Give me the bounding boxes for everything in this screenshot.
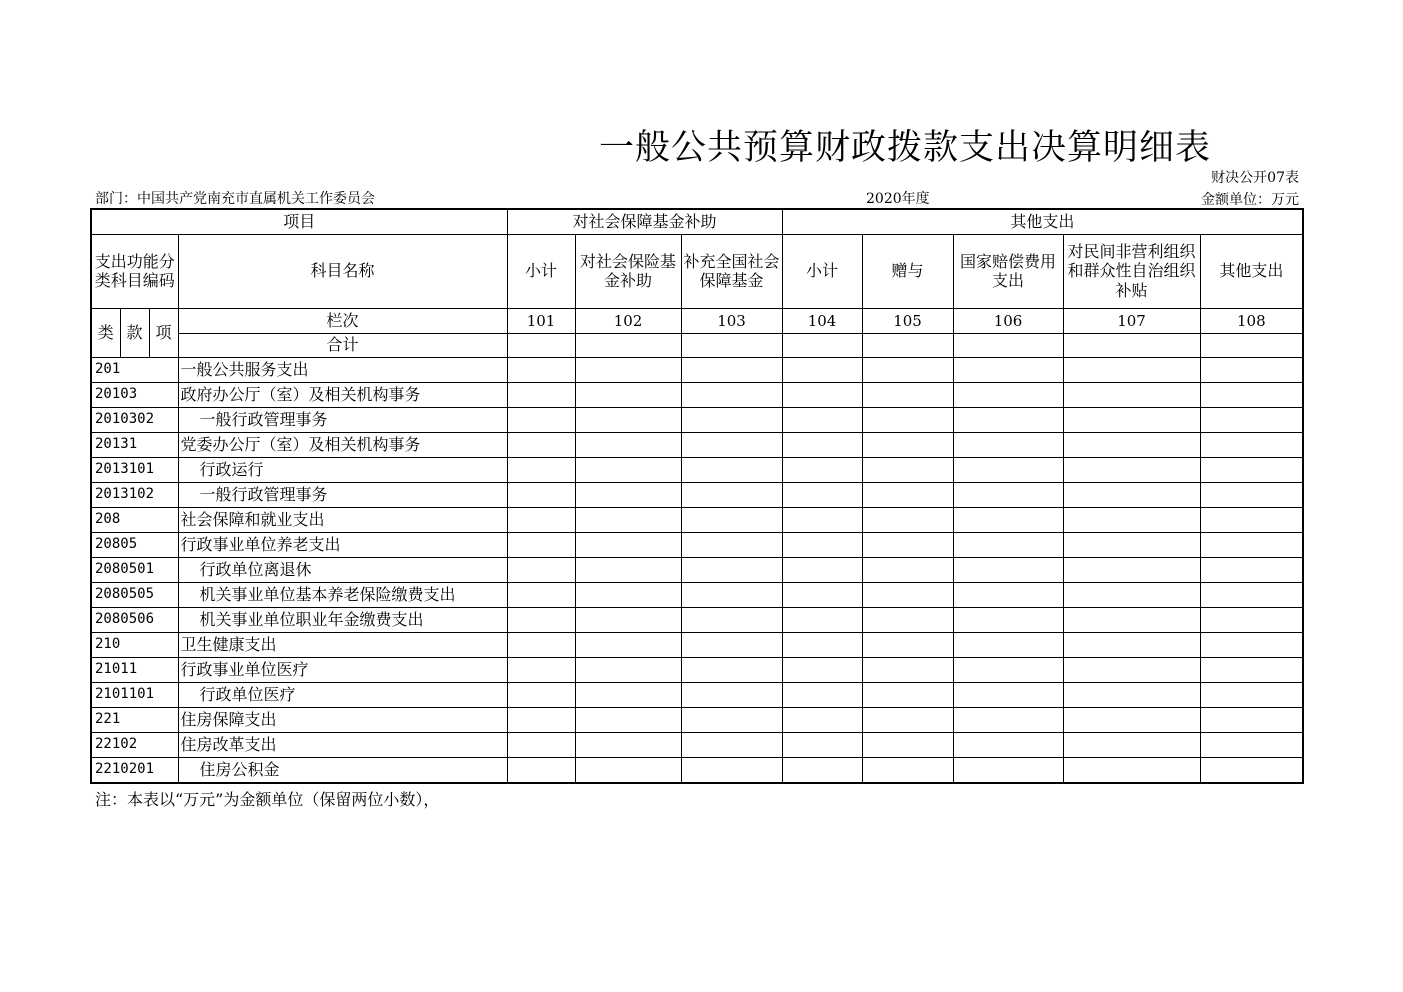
- amount-cell: [1200, 757, 1303, 783]
- subject-name: 行政运行: [178, 457, 507, 482]
- amount-cell: [1200, 707, 1303, 732]
- amount-cell: [575, 457, 681, 482]
- amount-cell: [507, 482, 575, 507]
- amount-cell: [782, 432, 862, 457]
- amount-cell: [862, 382, 953, 407]
- subject-code: 201: [91, 357, 178, 382]
- amount-cell: [862, 457, 953, 482]
- subject-code: 21011: [91, 657, 178, 682]
- table-row: [91, 732, 1303, 757]
- amount-cell: [1063, 432, 1200, 457]
- amount-cell: [681, 432, 782, 457]
- subject-name: 行政单位离退休: [178, 557, 507, 582]
- subject-code: 20131: [91, 432, 178, 457]
- amount-cell: [507, 557, 575, 582]
- amount-cell: [507, 507, 575, 532]
- header-subtotal-other: 小计: [782, 234, 862, 308]
- amount-cell: [782, 757, 862, 783]
- column-number: 102: [575, 308, 681, 333]
- amount-cell: [953, 432, 1063, 457]
- amount-cell: [1063, 757, 1200, 783]
- column-number: 104: [782, 308, 862, 333]
- amount-cell: [1200, 657, 1303, 682]
- header-donation: 赠与: [862, 234, 953, 308]
- amount-cell: [1063, 482, 1200, 507]
- amount-cell: [953, 507, 1063, 532]
- amount-cell: [953, 732, 1063, 757]
- amount-cell: [681, 457, 782, 482]
- amount-cell: [782, 607, 862, 632]
- form-number: 财决公开07表: [1211, 170, 1299, 186]
- amount-cell: [681, 632, 782, 657]
- header-subject-name: 科目名称: [178, 234, 507, 308]
- header-other-spending: 其他支出: [1200, 234, 1303, 308]
- header-nonprofit-subsidy: 对民间非营利组织和群众性自治组织补贴: [1063, 234, 1200, 308]
- subject-code: 2010302: [91, 407, 178, 432]
- amount-cell: [575, 382, 681, 407]
- amount-cell: [1200, 682, 1303, 707]
- amount-cell: [862, 732, 953, 757]
- amount-cell: [1200, 557, 1303, 582]
- amount-cell: [1063, 507, 1200, 532]
- amount-cell: [862, 582, 953, 607]
- amount-cell: [575, 507, 681, 532]
- amount-cell: [681, 382, 782, 407]
- amount-cell: [782, 532, 862, 557]
- amount-cell: [1063, 682, 1200, 707]
- amount-cell: [1063, 557, 1200, 582]
- amount-cell: [953, 632, 1063, 657]
- amount-cell: [1063, 607, 1200, 632]
- amount-cell: [575, 482, 681, 507]
- subject-name: 住房保障支出: [178, 707, 507, 732]
- amount-cell: [1200, 607, 1303, 632]
- amount-cell: [1063, 732, 1200, 757]
- amount-cell: [575, 357, 681, 382]
- amount-cell: [1063, 707, 1200, 732]
- amount-cell: [575, 532, 681, 557]
- subject-name: 行政事业单位养老支出: [178, 532, 507, 557]
- header-function-code: 支出功能分类科目编码: [91, 234, 178, 308]
- amount-cell: [953, 557, 1063, 582]
- amount-cell: [782, 457, 862, 482]
- amount-cell: [575, 682, 681, 707]
- amount-cell: [507, 457, 575, 482]
- total-row-label: 合计: [178, 333, 507, 357]
- subject-name: 一般公共服务支出: [178, 357, 507, 382]
- subject-code: 20805: [91, 532, 178, 557]
- amount-cell: [1063, 657, 1200, 682]
- amount-cell: [575, 432, 681, 457]
- table-row: [91, 407, 1303, 432]
- amount-cell: [1200, 632, 1303, 657]
- header-kuan: 款: [120, 308, 149, 357]
- subject-code: 2080501: [91, 557, 178, 582]
- header-state-compensation: 国家赔偿费用支出: [953, 234, 1063, 308]
- table-row: [91, 432, 1303, 457]
- amount-cell: [575, 607, 681, 632]
- table-row: [91, 632, 1303, 657]
- amount-cell: [575, 707, 681, 732]
- amount-cell: [681, 732, 782, 757]
- amount-cell: [782, 357, 862, 382]
- amount-cell: [953, 657, 1063, 682]
- total-cell: [507, 333, 575, 357]
- amount-cell: [862, 532, 953, 557]
- table-row: [91, 582, 1303, 607]
- subject-name: 住房改革支出: [178, 732, 507, 757]
- amount-cell: [782, 732, 862, 757]
- amount-cell: [782, 482, 862, 507]
- amount-cell: [1063, 582, 1200, 607]
- amount-cell: [953, 382, 1063, 407]
- subject-code: 2013102: [91, 482, 178, 507]
- subject-code: 210: [91, 632, 178, 657]
- amount-cell: [507, 657, 575, 682]
- amount-cell: [1200, 457, 1303, 482]
- amount-cell: [1200, 582, 1303, 607]
- table-row: [91, 707, 1303, 732]
- amount-cell: [1200, 432, 1303, 457]
- header-column-index: 栏次: [178, 308, 507, 333]
- amount-cell: [953, 407, 1063, 432]
- amount-cell: [953, 482, 1063, 507]
- amount-cell: [507, 707, 575, 732]
- fiscal-year: 2020年度: [866, 191, 930, 207]
- amount-cell: [862, 482, 953, 507]
- amount-cell: [862, 507, 953, 532]
- total-cell: [1063, 333, 1200, 357]
- total-cell: [1200, 333, 1303, 357]
- amount-cell: [782, 557, 862, 582]
- total-cell: [862, 333, 953, 357]
- header-project: 项目: [91, 209, 507, 234]
- amount-cell: [1200, 507, 1303, 532]
- amount-cell: [681, 682, 782, 707]
- amount-cell: [681, 407, 782, 432]
- subject-name: 机关事业单位职业年金缴费支出: [178, 607, 507, 632]
- subject-code: 2210201: [91, 757, 178, 783]
- amount-cell: [575, 657, 681, 682]
- amount-cell: [1063, 632, 1200, 657]
- amount-cell: [507, 632, 575, 657]
- budget-detail-table: [90, 208, 1304, 784]
- amount-cell: [1200, 382, 1303, 407]
- subject-name: 一般行政管理事务: [178, 482, 507, 507]
- subject-code: 2080506: [91, 607, 178, 632]
- subject-name: 一般行政管理事务: [178, 407, 507, 432]
- amount-cell: [953, 532, 1063, 557]
- subject-name: 住房公积金: [178, 757, 507, 783]
- table-row: [91, 757, 1303, 783]
- column-number: 103: [681, 308, 782, 333]
- amount-cell: [782, 582, 862, 607]
- header-national-social-fund: 补充全国社会保障基金: [681, 234, 782, 308]
- header-subtotal-social: 小计: [507, 234, 575, 308]
- subject-code: 208: [91, 507, 178, 532]
- amount-cell: [575, 632, 681, 657]
- subject-name: 行政单位医疗: [178, 682, 507, 707]
- amount-cell: [681, 507, 782, 532]
- subject-name: 行政事业单位医疗: [178, 657, 507, 682]
- table-row: [91, 382, 1303, 407]
- subject-name: 社会保障和就业支出: [178, 507, 507, 532]
- subject-code: 2101101: [91, 682, 178, 707]
- column-number: 101: [507, 308, 575, 333]
- table-row: [91, 657, 1303, 682]
- amount-cell: [862, 607, 953, 632]
- column-number: 107: [1063, 308, 1200, 333]
- amount-cell: [953, 357, 1063, 382]
- amount-cell: [782, 632, 862, 657]
- page-title: 一般公共预算财政拨款支出决算明细表: [598, 128, 1211, 168]
- amount-cell: [782, 682, 862, 707]
- amount-cell: [507, 682, 575, 707]
- subject-code: 22102: [91, 732, 178, 757]
- total-cell: [575, 333, 681, 357]
- amount-cell: [1063, 457, 1200, 482]
- table-row: [91, 482, 1303, 507]
- amount-cell: [1200, 407, 1303, 432]
- amount-cell: [507, 582, 575, 607]
- amount-cell: [681, 607, 782, 632]
- amount-cell: [507, 757, 575, 783]
- amount-cell: [507, 432, 575, 457]
- subject-code: 2080505: [91, 582, 178, 607]
- amount-cell: [862, 357, 953, 382]
- subject-name: 卫生健康支出: [178, 632, 507, 657]
- column-number: 108: [1200, 308, 1303, 333]
- amount-cell: [575, 407, 681, 432]
- amount-cell: [782, 407, 862, 432]
- amount-cell: [862, 432, 953, 457]
- amount-cell: [862, 407, 953, 432]
- subject-code: 20103: [91, 382, 178, 407]
- amount-cell: [1063, 532, 1200, 557]
- amount-cell: [507, 407, 575, 432]
- header-xiang: 项: [149, 308, 178, 357]
- amount-cell: [1063, 357, 1200, 382]
- total-cell: [681, 333, 782, 357]
- amount-cell: [782, 382, 862, 407]
- table-row: [91, 607, 1303, 632]
- amount-cell: [782, 507, 862, 532]
- amount-cell: [507, 357, 575, 382]
- amount-cell: [507, 532, 575, 557]
- amount-cell: [1200, 532, 1303, 557]
- amount-cell: [862, 757, 953, 783]
- amount-cell: [862, 657, 953, 682]
- amount-cell: [1200, 357, 1303, 382]
- table-row: [91, 357, 1303, 382]
- department-label: 部门：中国共产党南充市直属机关工作委员会: [95, 191, 375, 207]
- amount-cell: [681, 532, 782, 557]
- amount-cell: [782, 657, 862, 682]
- amount-cell: [862, 707, 953, 732]
- column-number: 106: [953, 308, 1063, 333]
- amount-cell: [1200, 732, 1303, 757]
- subject-code: 221: [91, 707, 178, 732]
- amount-cell: [681, 557, 782, 582]
- table-row: [91, 507, 1303, 532]
- amount-cell: [507, 382, 575, 407]
- table-row: [91, 532, 1303, 557]
- amount-cell: [681, 582, 782, 607]
- amount-cell: [953, 757, 1063, 783]
- amount-cell: [575, 582, 681, 607]
- amount-cell: [575, 757, 681, 783]
- header-social-security-group: 对社会保障基金补助: [507, 209, 782, 234]
- amount-cell: [953, 582, 1063, 607]
- header-lei: 类: [91, 308, 120, 357]
- header-social-insurance-fund: 对社会保险基金补助: [575, 234, 681, 308]
- amount-cell: [1063, 407, 1200, 432]
- subject-name: 机关事业单位基本养老保险缴费支出: [178, 582, 507, 607]
- amount-cell: [681, 482, 782, 507]
- subject-code: 2013101: [91, 457, 178, 482]
- header-other-expenditure-group: 其他支出: [782, 209, 1303, 234]
- amount-cell: [862, 682, 953, 707]
- amount-cell: [1063, 382, 1200, 407]
- amount-cell: [953, 457, 1063, 482]
- amount-cell: [953, 607, 1063, 632]
- footnote: 注：本表以“万元”为金额单位（保留两位小数），: [95, 790, 440, 809]
- amount-cell: [953, 707, 1063, 732]
- amount-cell: [862, 632, 953, 657]
- table-row: [91, 457, 1303, 482]
- column-number: 105: [862, 308, 953, 333]
- amount-cell: [953, 682, 1063, 707]
- amount-cell: [782, 707, 862, 732]
- amount-cell: [507, 607, 575, 632]
- amount-unit: 金额单位：万元: [1201, 192, 1299, 208]
- total-cell: [953, 333, 1063, 357]
- amount-cell: [575, 732, 681, 757]
- table-row: [91, 682, 1303, 707]
- subject-name: 党委办公厅（室）及相关机构事务: [178, 432, 507, 457]
- subject-name: 政府办公厅（室）及相关机构事务: [178, 382, 507, 407]
- amount-cell: [507, 732, 575, 757]
- amount-cell: [681, 757, 782, 783]
- total-cell: [782, 333, 862, 357]
- amount-cell: [1200, 482, 1303, 507]
- amount-cell: [575, 557, 681, 582]
- amount-cell: [862, 557, 953, 582]
- amount-cell: [681, 657, 782, 682]
- amount-cell: [681, 357, 782, 382]
- table-row: [91, 557, 1303, 582]
- amount-cell: [681, 707, 782, 732]
